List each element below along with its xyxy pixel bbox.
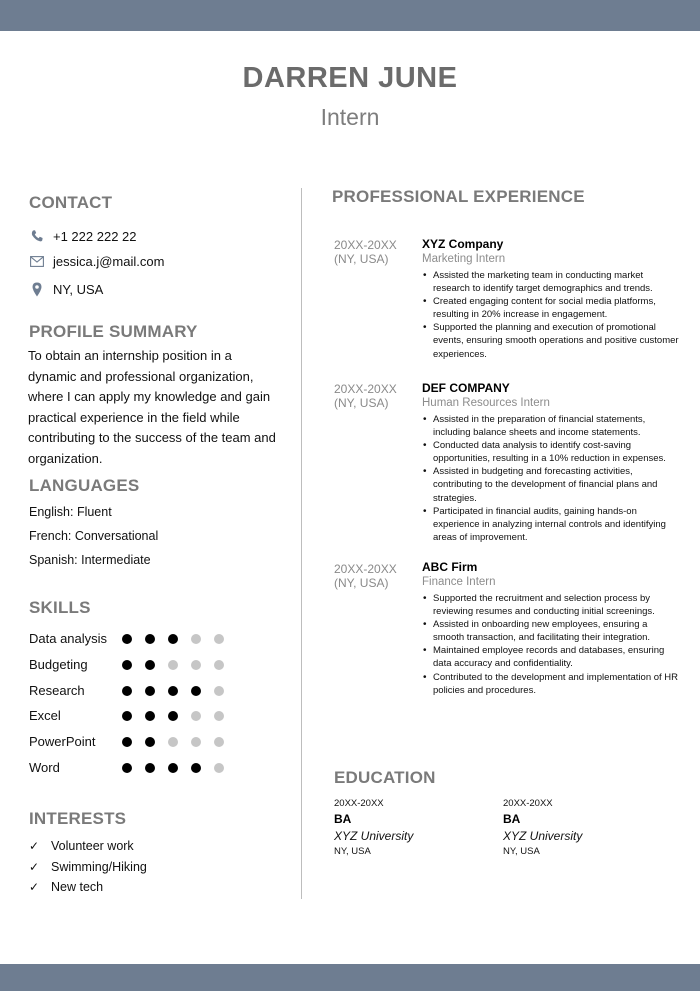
education-school: XYZ University xyxy=(334,829,414,843)
rating-dot-empty xyxy=(191,711,201,721)
contact-email xyxy=(29,252,164,270)
job-date-range: 20XX-20XX xyxy=(334,382,397,396)
rating-dot-empty xyxy=(191,660,201,670)
rating-dot-empty xyxy=(191,737,201,747)
skill-rating xyxy=(122,634,237,644)
interest-label: Swimming/Hiking xyxy=(51,860,147,874)
skill-row xyxy=(29,657,239,675)
skill-label: Research xyxy=(29,682,85,698)
job-date xyxy=(334,238,397,266)
mail-icon xyxy=(29,253,45,269)
job-date-range: 20XX-20XX xyxy=(334,238,397,252)
rating-dot-filled xyxy=(122,711,132,721)
rating-dot-filled xyxy=(191,686,201,696)
skills-heading: SKILLS xyxy=(29,598,91,617)
checkmark-icon: ✓ xyxy=(29,839,40,853)
rating-dot-filled xyxy=(122,660,132,670)
interests-heading: INTERESTS xyxy=(29,809,127,828)
education-date: 20XX-20XX xyxy=(503,798,553,809)
rating-dot-empty xyxy=(214,711,224,721)
rating-dot-filled xyxy=(122,686,132,696)
job-company: XYZ Company xyxy=(422,237,504,251)
email-text: jessica.j@mail.com xyxy=(53,253,165,269)
job-title: Human Resources Intern xyxy=(422,397,550,409)
checkmark-icon: ✓ xyxy=(29,880,40,894)
job-bullets xyxy=(422,269,680,361)
job-title: Marketing Intern xyxy=(422,253,506,265)
job-bullet: • Supported the recruitment and selection process by reviewing resumes and conducting initial screenings. xyxy=(422,592,680,618)
rating-dot-filled xyxy=(168,686,178,696)
skill-row xyxy=(29,734,239,752)
job-date xyxy=(334,382,397,410)
skill-row xyxy=(29,631,239,649)
education-degree: BA xyxy=(334,812,352,826)
rating-dot-empty xyxy=(191,634,201,644)
skill-rating xyxy=(122,737,237,747)
job-date-range: 20XX-20XX xyxy=(334,562,397,576)
education-date: 20XX-20XX xyxy=(334,798,384,809)
rating-dot-empty xyxy=(214,686,224,696)
rating-dot-filled xyxy=(145,634,155,644)
skill-rating xyxy=(122,686,237,696)
education-degree: BA xyxy=(503,812,521,826)
skill-label: Budgeting xyxy=(29,656,88,672)
rating-dot-filled xyxy=(191,763,201,773)
language-item: Spanish: Intermediate xyxy=(29,553,151,567)
job-company: ABC Firm xyxy=(422,560,478,574)
job-location: (NY, USA) xyxy=(334,396,389,410)
skill-row xyxy=(29,708,239,726)
skill-label: PowerPoint xyxy=(29,734,96,750)
interest-item xyxy=(29,880,103,894)
education-school: XYZ University xyxy=(503,829,583,843)
job-location: (NY, USA) xyxy=(334,252,389,266)
skill-label: Data analysis xyxy=(29,631,108,646)
rating-dot-empty xyxy=(168,660,178,670)
job-title: Finance Intern xyxy=(422,576,496,588)
phone-icon xyxy=(29,228,45,244)
education-location: NY, USA xyxy=(334,846,371,857)
job-bullet: • Created engaging content for social media platforms, resulting in 20% increase in engagement. xyxy=(422,295,680,321)
job-bullet: • Contributed to the development and implementation of HR policies and procedures. xyxy=(422,671,680,697)
rating-dot-empty xyxy=(214,737,224,747)
profile-heading: PROFILE SUMMARY xyxy=(29,322,198,341)
checkmark-icon: ✓ xyxy=(29,860,40,874)
skill-label: Word xyxy=(29,760,60,775)
footer-band xyxy=(0,964,700,991)
job-bullet: • Conducted data analysis to identify cost-saving opportunities, resulting in a 10% reduction in expenses. xyxy=(422,439,680,465)
interest-item xyxy=(29,839,134,853)
phone-text: +1 222 222 22 xyxy=(53,228,137,244)
candidate-role: Intern xyxy=(320,104,380,130)
job-bullet: • Supported the planning and execution of promotional events, ensuring smooth operations and positive customer experiences. xyxy=(422,321,680,360)
job-bullets xyxy=(422,413,680,544)
location-text: NY, USA xyxy=(53,281,104,297)
job-location: (NY, USA) xyxy=(334,576,389,590)
skill-rating xyxy=(122,660,237,670)
skill-row xyxy=(29,683,239,701)
interest-label: Volunteer work xyxy=(51,839,134,853)
skill-rating xyxy=(122,711,237,721)
location-pin-icon xyxy=(29,281,45,297)
rating-dot-filled xyxy=(145,711,155,721)
languages-heading: LANGUAGES xyxy=(29,476,140,495)
rating-dot-filled xyxy=(168,763,178,773)
job-date xyxy=(334,562,397,590)
job-bullet: • Assisted in budgeting and forecasting activities, contributing to the development of financial plans and strategies. xyxy=(422,465,680,504)
rating-dot-filled xyxy=(122,737,132,747)
skill-label: Excel xyxy=(29,708,61,724)
column-divider xyxy=(301,188,302,899)
job-bullet: • Assisted in the preparation of financial statements, including balance sheets and income statements. xyxy=(422,413,680,439)
rating-dot-filled xyxy=(122,763,132,773)
rating-dot-filled xyxy=(168,634,178,644)
profile-summary-text: To obtain an internship position in a dynamic and professional organization, where I can apply my knowledge and gain practical experience in the field while contributing to the success of the team and organization. xyxy=(28,348,276,466)
skill-row xyxy=(29,760,239,778)
rating-dot-filled xyxy=(122,634,132,644)
job-bullet: • Assisted the marketing team in conducting market research to identify target demographics and trends. xyxy=(422,269,680,295)
candidate-name: DARREN JUNE xyxy=(242,62,458,94)
education-entry xyxy=(503,798,673,857)
job-bullet: • Assisted in onboarding new employees, ensuring a smooth transaction, and facilitating their integration. xyxy=(422,618,680,644)
rating-dot-filled xyxy=(145,686,155,696)
rating-dot-empty xyxy=(214,634,224,644)
rating-dot-filled xyxy=(145,737,155,747)
contact-phone xyxy=(29,227,137,245)
education-location: NY, USA xyxy=(503,846,540,857)
job-bullets xyxy=(422,592,680,697)
language-item: English: Fluent xyxy=(29,505,112,519)
skill-rating xyxy=(122,763,237,773)
header-band xyxy=(0,0,700,31)
job-company: DEF COMPANY xyxy=(422,381,510,395)
education-heading: EDUCATION xyxy=(334,768,436,787)
experience-heading: PROFESSIONAL EXPERIENCE xyxy=(332,187,585,206)
rating-dot-filled xyxy=(145,763,155,773)
rating-dot-empty xyxy=(214,660,224,670)
contact-location xyxy=(29,280,103,298)
rating-dot-filled xyxy=(145,660,155,670)
interest-item xyxy=(29,860,147,874)
interest-label: New tech xyxy=(51,880,104,894)
job-bullet: • Maintained employee records and databases, ensuring data accuracy and confidentiality. xyxy=(422,644,680,670)
language-item: French: Conversational xyxy=(29,529,159,543)
rating-dot-filled xyxy=(168,711,178,721)
job-bullet: • Participated in financial audits, gaining hands-on experience in analyzing internal controls and identifying areas of improvement. xyxy=(422,505,680,544)
education-entry xyxy=(334,798,504,857)
contact-heading: CONTACT xyxy=(29,193,113,212)
rating-dot-empty xyxy=(214,763,224,773)
rating-dot-empty xyxy=(168,737,178,747)
